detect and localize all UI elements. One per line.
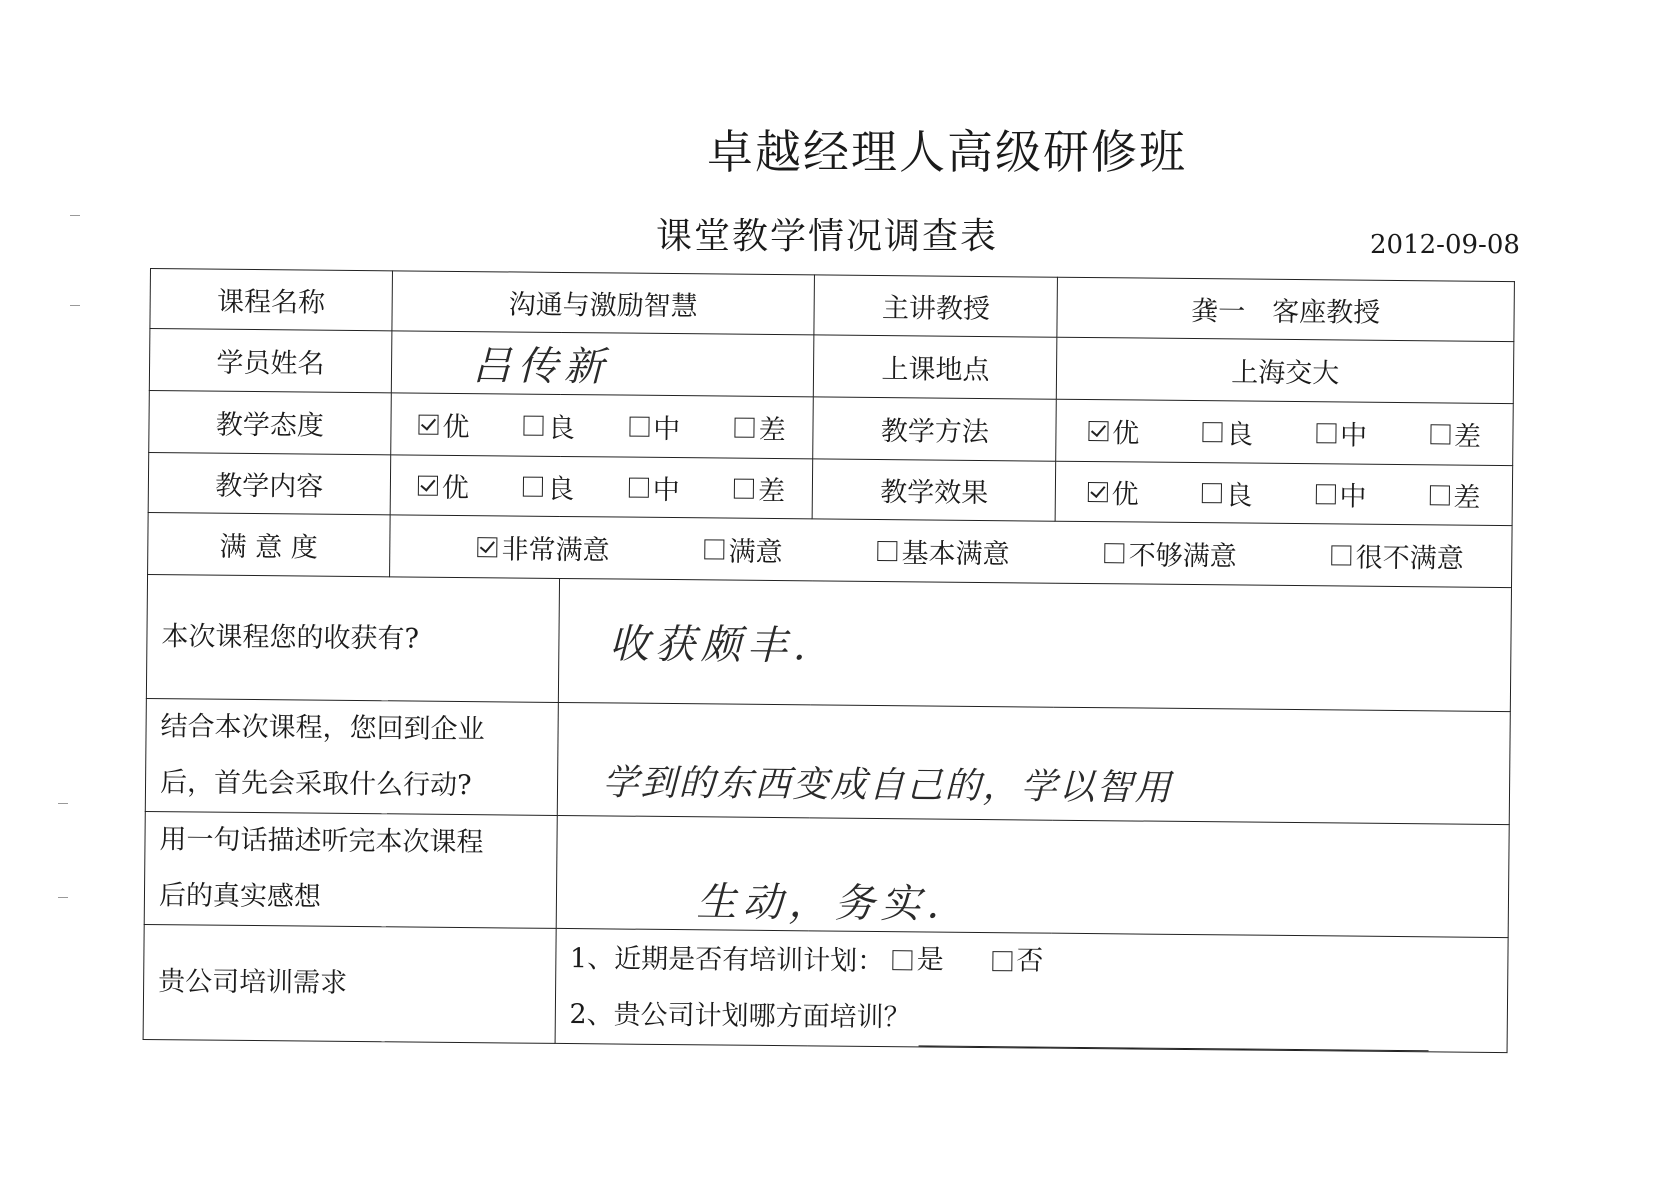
teaching-method-label: 教学方法 xyxy=(813,397,1056,461)
teaching-effect-label: 教学效果 xyxy=(813,459,1056,521)
option-label: 中 xyxy=(1339,420,1368,452)
checkbox-icon[interactable] xyxy=(524,415,544,435)
checkbox-icon[interactable] xyxy=(893,950,913,970)
training-yes-label: 是 xyxy=(916,944,944,976)
location-label: 上课地点 xyxy=(814,335,1057,399)
rating-option-teaching-method[interactable] xyxy=(1202,412,1253,451)
option-label: 良 xyxy=(547,412,575,445)
checkbox-icon[interactable] xyxy=(1201,483,1221,503)
option-label: 中 xyxy=(1339,481,1367,513)
satisfaction-option[interactable] xyxy=(704,529,782,569)
checked-checkbox-icon[interactable] xyxy=(418,414,438,434)
option-label: 差 xyxy=(1453,421,1482,453)
option-label: 很不满意 xyxy=(1355,542,1464,575)
rating-option-teaching-content[interactable] xyxy=(628,468,679,507)
training-no-label: 否 xyxy=(1016,945,1044,977)
page-title: 卓越经理人高级研修班 xyxy=(707,125,1187,179)
teaching-attitude-options xyxy=(390,393,813,459)
checkbox-icon[interactable] xyxy=(1332,545,1352,565)
option-label: 良 xyxy=(1225,419,1254,451)
option-label: 基本满意 xyxy=(901,538,1010,571)
checkbox-icon[interactable] xyxy=(1315,484,1335,504)
rating-option-teaching-content[interactable] xyxy=(734,469,785,508)
satisfaction-option[interactable] xyxy=(1332,535,1464,575)
scan-mark xyxy=(58,803,68,804)
question-3-line-1: 用一句话描述听完本次课程 xyxy=(159,824,484,859)
answer-2: 学到的东西变成自己的，学以智用 xyxy=(602,761,1173,809)
question-1: 本次课程您的收获有? xyxy=(146,574,559,702)
question-2-line-2: 后，首先会采取什么行动? xyxy=(159,767,472,802)
training-needs-content xyxy=(555,928,1508,1052)
checkbox-icon[interactable] xyxy=(1202,422,1222,442)
rating-option-teaching-method[interactable] xyxy=(1316,413,1367,452)
checkbox-icon[interactable] xyxy=(1430,424,1450,444)
question-3-line-2: 后的真实感想 xyxy=(158,880,322,913)
satisfaction-option[interactable] xyxy=(477,527,609,567)
option-label: 良 xyxy=(1225,480,1253,512)
rating-option-teaching-method[interactable] xyxy=(1088,411,1139,450)
option-label: 中 xyxy=(653,413,681,446)
rating-option-teaching-effect[interactable] xyxy=(1201,473,1252,512)
training-needs-label: 贵公司培训需求 xyxy=(143,924,556,1043)
answer-3-field[interactable] xyxy=(556,815,1509,937)
rating-option-teaching-attitude[interactable] xyxy=(629,407,680,446)
checkbox-icon[interactable] xyxy=(1105,543,1125,563)
option-label: 优 xyxy=(442,411,470,444)
checkbox-icon[interactable] xyxy=(629,477,649,497)
checked-checkbox-icon[interactable] xyxy=(418,475,438,495)
satisfaction-option[interactable] xyxy=(877,531,1009,571)
scan-mark xyxy=(70,215,80,216)
student-name-value: 吕传新 xyxy=(471,343,611,391)
training-item-2 xyxy=(555,987,1507,1052)
option-label: 优 xyxy=(1112,418,1140,450)
scan-mark xyxy=(70,305,80,306)
teaching-effect-options xyxy=(1055,461,1512,525)
training-item-2-text: 2、贵公司计划哪方面培训？ xyxy=(569,999,911,1034)
rating-option-teaching-content[interactable] xyxy=(523,467,574,506)
answer-1: 收获颇丰. xyxy=(608,621,812,670)
checkbox-icon[interactable] xyxy=(734,478,754,498)
option-label: 非常满意 xyxy=(501,534,610,567)
option-label: 差 xyxy=(757,475,786,508)
checked-checkbox-icon[interactable] xyxy=(477,537,497,557)
checkbox-icon[interactable] xyxy=(878,540,898,560)
course-name-value[interactable]: 沟通与激励智慧 xyxy=(392,271,815,335)
question-3 xyxy=(144,811,557,928)
teaching-content-options xyxy=(390,455,813,519)
question-2-line-1: 结合本次课程，您回到企业 xyxy=(160,711,485,746)
satisfaction-option[interactable] xyxy=(1104,533,1236,573)
rating-option-teaching-attitude[interactable] xyxy=(734,408,785,447)
checkbox-icon[interactable] xyxy=(1429,485,1449,505)
checkbox-icon[interactable] xyxy=(992,951,1012,971)
rating-option-teaching-effect[interactable] xyxy=(1087,472,1138,511)
checkbox-icon[interactable] xyxy=(735,417,755,437)
checkbox-icon[interactable] xyxy=(629,416,649,436)
form-subtitle: 课堂教学情况调查表 xyxy=(655,216,998,257)
lecturer-label: 主讲教授 xyxy=(814,275,1057,337)
scan-mark xyxy=(58,897,68,898)
option-label: 中 xyxy=(652,474,680,507)
training-no-option[interactable] xyxy=(992,933,1044,989)
rating-option-teaching-effect[interactable] xyxy=(1429,475,1480,514)
option-label: 优 xyxy=(441,472,469,505)
satisfaction-options xyxy=(389,515,1512,588)
question-2 xyxy=(145,698,558,815)
option-label: 差 xyxy=(758,414,786,447)
location-value[interactable]: 上海交大 xyxy=(1057,337,1514,403)
checked-checkbox-icon[interactable] xyxy=(1088,482,1108,502)
option-label: 良 xyxy=(547,473,575,506)
option-label: 优 xyxy=(1111,479,1139,511)
answer-2-field[interactable] xyxy=(557,702,1510,824)
teaching-attitude-label: 教学态度 xyxy=(149,390,391,454)
checkbox-icon[interactable] xyxy=(705,539,725,559)
training-item-1-text: 1、近期是否有培训计划： xyxy=(569,943,885,978)
training-answer-line[interactable] xyxy=(919,1021,1429,1051)
checked-checkbox-icon[interactable] xyxy=(1088,421,1108,441)
option-label: 满意 xyxy=(728,536,783,569)
student-name-field[interactable] xyxy=(391,331,814,397)
teaching-content-label: 教学内容 xyxy=(148,452,390,514)
satisfaction-label: 满 意 度 xyxy=(148,512,390,576)
course-name-label: 课程名称 xyxy=(150,269,392,331)
rating-option-teaching-content[interactable] xyxy=(418,466,469,505)
checkbox-icon[interactable] xyxy=(1316,423,1336,443)
checkbox-icon[interactable] xyxy=(523,476,543,496)
lecturer-value[interactable]: 龚一 客座教授 xyxy=(1057,277,1514,341)
training-item-1 xyxy=(556,929,1508,996)
survey-table xyxy=(143,268,1515,1053)
rating-option-teaching-effect[interactable] xyxy=(1315,474,1366,513)
option-label: 不够满意 xyxy=(1128,540,1237,573)
option-label: 差 xyxy=(1453,482,1481,514)
student-name-label: 学员姓名 xyxy=(149,329,391,393)
rating-option-teaching-method[interactable] xyxy=(1430,414,1481,453)
rating-option-teaching-attitude[interactable] xyxy=(524,406,575,445)
rating-option-teaching-attitude[interactable] xyxy=(418,405,469,444)
answer-1-field[interactable] xyxy=(558,578,1512,711)
form-date: 2012-09-08 xyxy=(1370,230,1520,260)
answer-3: 生动，务实. xyxy=(696,878,946,928)
teaching-method-options xyxy=(1056,399,1513,465)
training-yes-option[interactable] xyxy=(892,932,944,988)
